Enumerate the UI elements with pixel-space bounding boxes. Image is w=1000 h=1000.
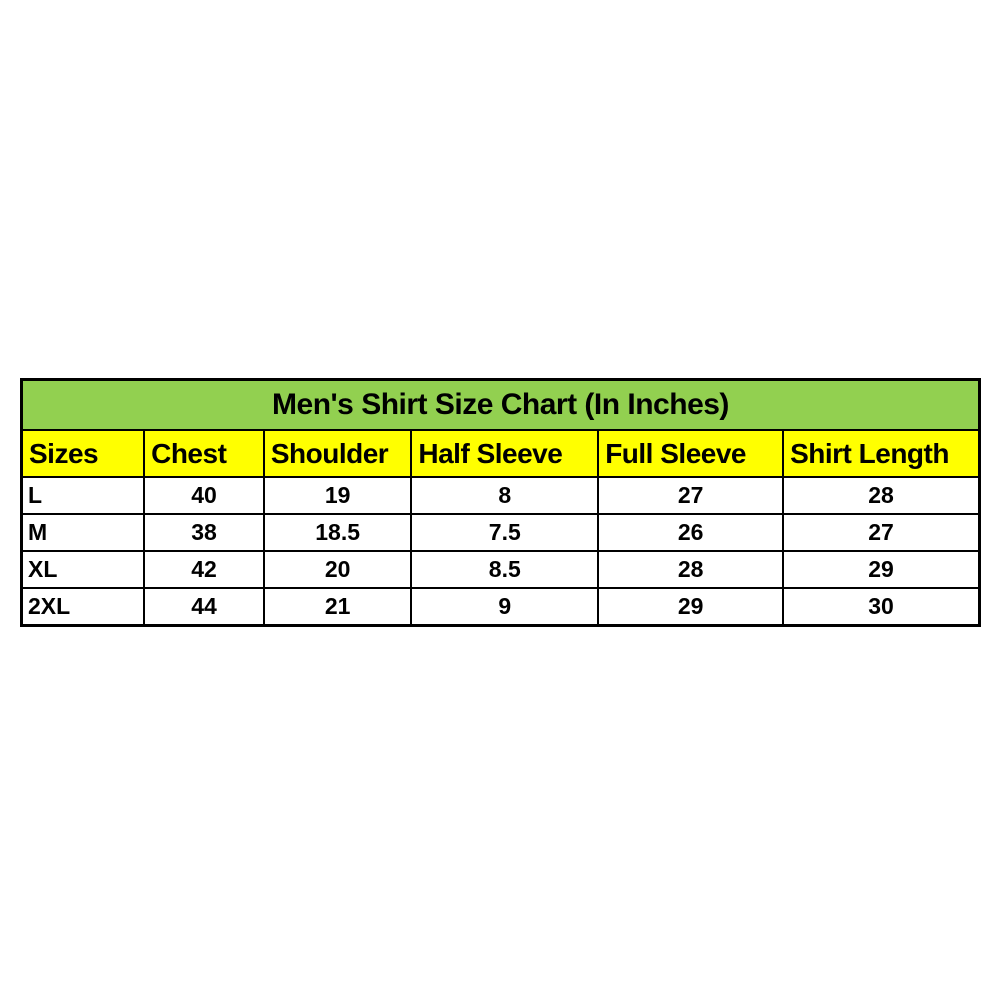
column-header-sizes: Sizes: [22, 430, 145, 477]
mens-shirt-size-table: [20, 378, 981, 627]
column-header-full-sleeve: Full Sleeve: [598, 430, 783, 477]
column-header-shirt-length: Shirt Length: [783, 430, 979, 477]
table-title-row: [22, 380, 980, 431]
column-header-half-sleeve: Half Sleeve: [411, 430, 598, 477]
full-sleeve-value: 26: [598, 514, 783, 551]
table-row: [22, 551, 980, 588]
size-chart-table: [20, 378, 981, 627]
chest-value: 40: [144, 477, 264, 514]
size-label: 2XL: [22, 588, 145, 626]
table-row: [22, 514, 980, 551]
shoulder-value: 21: [264, 588, 412, 626]
table-title: Men's Shirt Size Chart (In Inches): [22, 380, 980, 431]
full-sleeve-value: 29: [598, 588, 783, 626]
size-label: XL: [22, 551, 145, 588]
full-sleeve-value: 28: [598, 551, 783, 588]
table-header-row: [22, 430, 980, 477]
full-sleeve-value: 27: [598, 477, 783, 514]
column-header-chest: Chest: [144, 430, 264, 477]
shoulder-value: 20: [264, 551, 412, 588]
chest-value: 44: [144, 588, 264, 626]
size-label: M: [22, 514, 145, 551]
shirt-length-value: 29: [783, 551, 979, 588]
size-label: L: [22, 477, 145, 514]
shoulder-value: 18.5: [264, 514, 412, 551]
shirt-length-value: 30: [783, 588, 979, 626]
table-row: [22, 477, 980, 514]
half-sleeve-value: 7.5: [411, 514, 598, 551]
half-sleeve-value: 8: [411, 477, 598, 514]
table-row: [22, 588, 980, 626]
chest-value: 38: [144, 514, 264, 551]
column-header-shoulder: Shoulder: [264, 430, 412, 477]
half-sleeve-value: 9: [411, 588, 598, 626]
shirt-length-value: 27: [783, 514, 979, 551]
shirt-length-value: 28: [783, 477, 979, 514]
half-sleeve-value: 8.5: [411, 551, 598, 588]
chest-value: 42: [144, 551, 264, 588]
shoulder-value: 19: [264, 477, 412, 514]
